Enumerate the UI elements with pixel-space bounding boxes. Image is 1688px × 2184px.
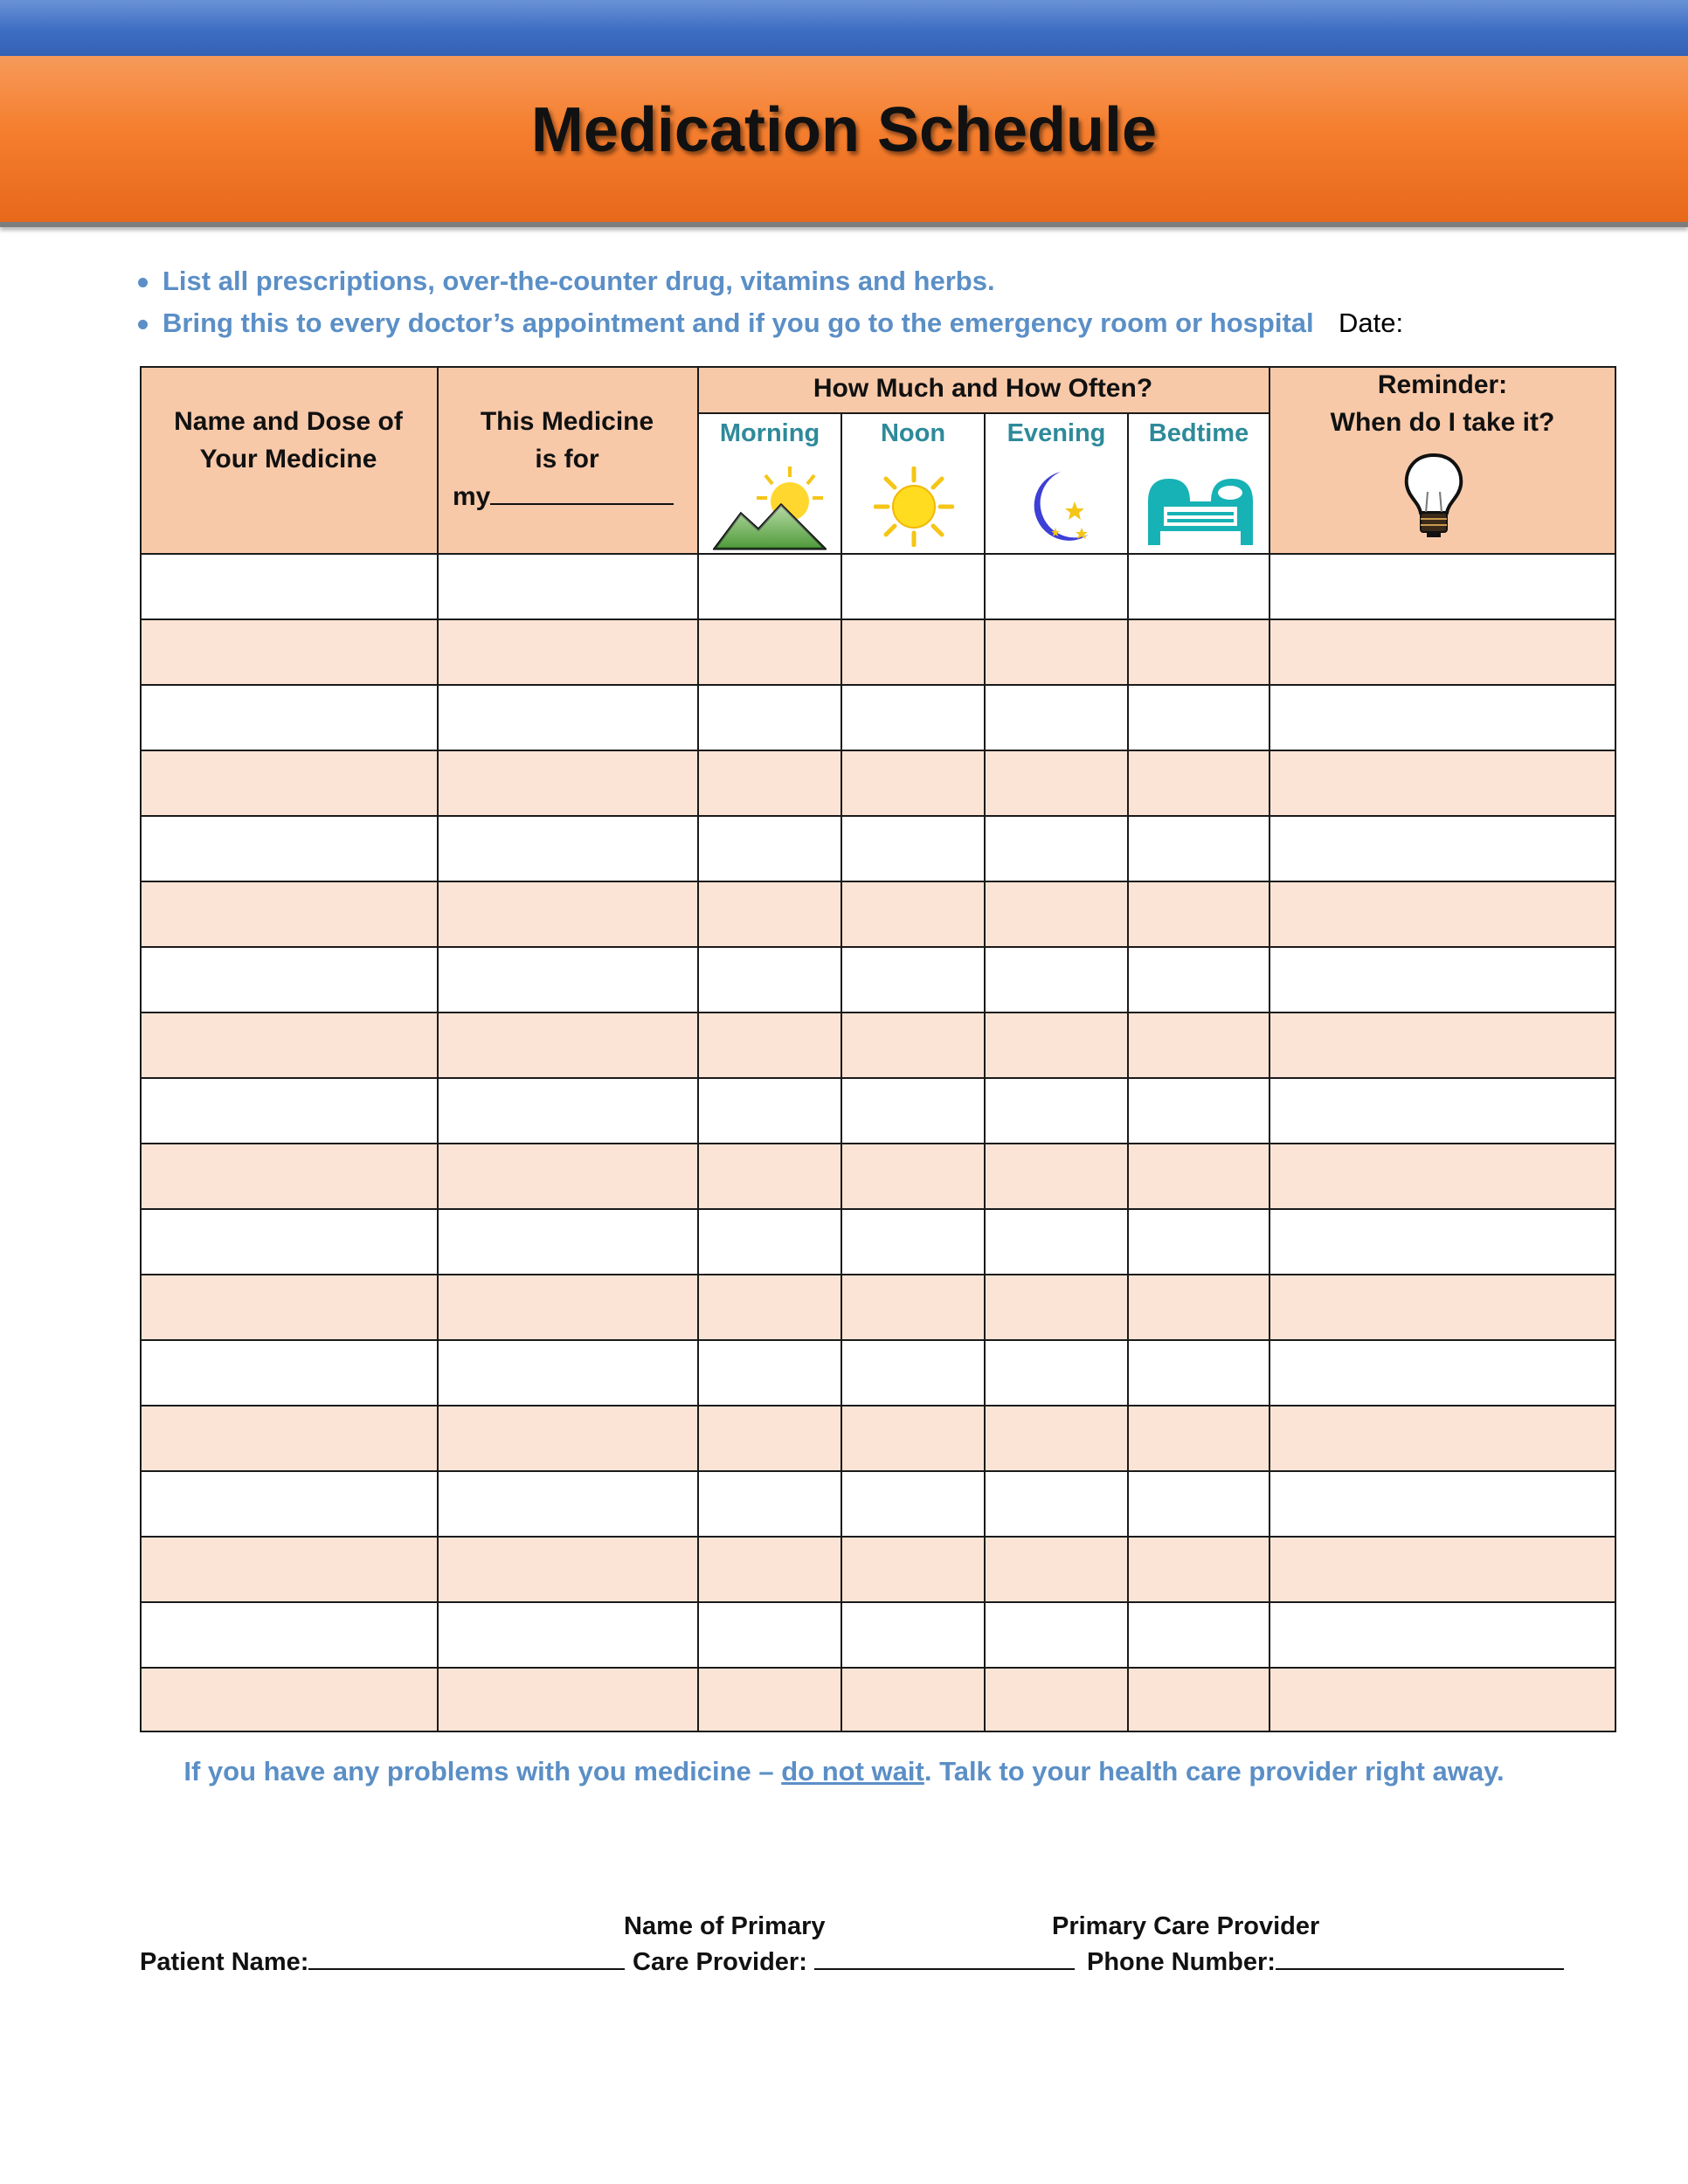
row-divider [140,1601,1616,1603]
top-blue-bar [0,0,1688,56]
header-name-line1: Name and Dose of [174,407,403,436]
table-row[interactable] [140,1339,1616,1405]
row-divider [140,881,1616,882]
table-row[interactable] [140,946,1616,1012]
time-slot-morning [699,414,841,553]
date-label: Date: [1339,308,1404,338]
header-medicine-for [437,403,697,515]
sunrise-mountains-icon [713,465,827,550]
table-row[interactable] [140,750,1616,815]
table-row[interactable] [140,553,1616,619]
column-divider [841,412,842,1731]
row-divider [140,1470,1616,1472]
table-row[interactable] [140,815,1616,881]
table-row[interactable] [140,1601,1616,1667]
pcp-phone-field[interactable] [1052,1909,1564,1980]
header-for-my: my [453,482,491,511]
pcp-name-line[interactable] [814,1944,1075,1970]
header-reminder [1269,366,1616,441]
patient-name-label: Patient Name: [140,1948,309,1976]
page-title: Medication Schedule [530,95,1158,165]
header-how-much-often: How Much and How Often? [813,374,1153,403]
sun-icon [874,467,954,547]
row-divider [140,1405,1616,1406]
patient-name-field[interactable] [140,1944,625,1980]
time-label-morning: Morning [719,419,820,447]
table-row[interactable] [140,1208,1616,1274]
table-row[interactable] [140,881,1616,946]
footer-warning-emphasis: do not wait [781,1756,924,1787]
group-header-divider [697,412,1269,414]
medication-table [140,366,1616,1731]
footer-warning-start: If you have any problems with you medicine – [183,1756,782,1787]
pcp-phone-label-line2: Phone Number: [1087,1948,1276,1976]
instruction-item [138,260,1623,302]
header-name-line2: Your Medicine [199,445,377,473]
table-row[interactable] [140,1470,1616,1536]
table-row[interactable] [140,1012,1616,1077]
column-divider [1127,412,1129,1731]
header-for-line1: This Medicine [480,407,654,436]
table-row[interactable] [140,1077,1616,1143]
row-divider [140,1274,1616,1275]
row-divider [140,1143,1616,1144]
time-label-evening: Evening [1007,419,1106,447]
row-divider [140,1012,1616,1013]
row-divider [140,815,1616,817]
time-label-noon: Noon [880,419,946,447]
time-slot-evening [986,414,1127,553]
row-divider [140,1339,1616,1341]
instruction-text: List all prescriptions, over-the-counter drug, vitamins and herbs. [163,266,995,296]
lightbulb-icon [1400,452,1468,541]
header-reminder-line2: When do I take it? [1330,408,1555,437]
table-row[interactable] [140,1274,1616,1339]
row-divider [140,619,1616,620]
column-divider [697,366,699,1731]
time-label-bedtime: Bedtime [1148,419,1249,447]
row-divider [140,1208,1616,1210]
row-divider [140,1731,1616,1732]
row-divider [140,946,1616,948]
table-row[interactable] [140,684,1616,750]
column-divider [1269,366,1270,1731]
table-row[interactable] [140,1536,1616,1601]
bullet-icon [138,320,148,329]
instruction-text: Bring this to every doctor’s appointment and if you go to the emergency room or hospital [163,308,1314,338]
row-divider [140,1536,1616,1538]
table-border-left [140,366,142,1731]
table-row[interactable] [140,1143,1616,1208]
pcp-name-label-line1: Name of Primary [624,1912,826,1940]
time-slot-noon [842,414,984,553]
pcp-phone-label-line1: Primary Care Provider [1052,1912,1320,1940]
bullet-icon [138,278,148,287]
header-for-line3 [437,478,697,515]
column-divider [984,412,986,1731]
table-border-top [140,366,1616,368]
row-divider [140,1667,1616,1669]
header-reminder-line1: Reminder: [1377,370,1508,399]
row-divider [140,750,1616,751]
table-border-right [1615,366,1616,1731]
blank-line [490,479,674,505]
row-divider [140,553,1616,555]
header-name-dose [140,403,437,478]
table-row[interactable] [140,1405,1616,1470]
row-divider [140,1077,1616,1079]
time-slot-bedtime [1129,414,1269,553]
pcp-name-field[interactable] [624,1909,1075,1980]
header-for-line2: is for [535,445,599,473]
bed-icon [1146,467,1255,547]
footer-warning [0,1756,1688,1787]
pcp-phone-line[interactable] [1276,1944,1564,1970]
column-divider [437,366,439,1731]
footer-warning-end: . Talk to your health care provider right away. [924,1756,1505,1787]
crescent-moon-icon [1020,467,1099,547]
pcp-name-label-line2: Care Provider: [633,1948,807,1976]
table-row[interactable] [140,619,1616,684]
patient-name-line[interactable] [308,1944,625,1970]
row-divider [140,684,1616,686]
table-row[interactable] [140,1667,1616,1732]
